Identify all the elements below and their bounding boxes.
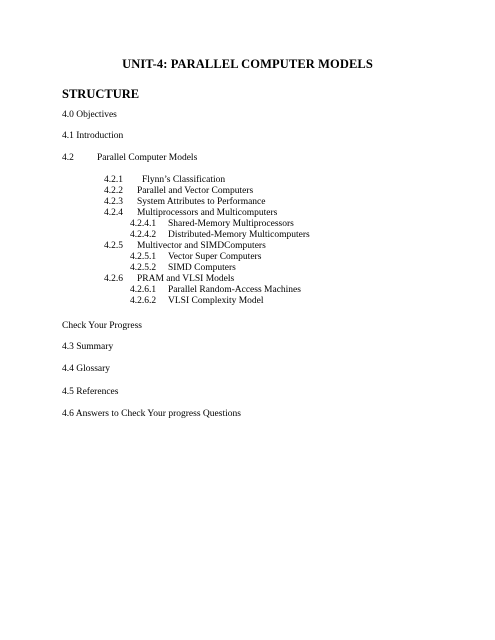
structure-heading: STRUCTURE: [62, 87, 140, 101]
toc-item-4-2-4: [104, 208, 277, 219]
toc-text: Multivector and SIMDComputers: [137, 241, 266, 251]
toc-text: Parallel and Vector Computers: [137, 186, 254, 196]
toc-number: 4.2.5.2: [130, 263, 157, 273]
toc-item-4-3: 4.3 Summary: [62, 342, 114, 352]
toc-number: 4.2.6.2: [130, 296, 157, 306]
toc-number: 4.2.3: [104, 197, 123, 207]
toc-item-4-0: 4.0 Objectives: [62, 110, 117, 120]
toc-number: 4.2.6.1: [130, 285, 157, 295]
toc-number: 4.2.4.1: [130, 219, 157, 229]
toc-item-4-4: 4.4 Glossary: [62, 364, 111, 374]
toc-item-4-2-1: [104, 175, 225, 186]
toc-number: 4.2.1: [104, 175, 123, 185]
toc-text: Vector Super Computers: [168, 252, 262, 262]
toc-text: Flynn’s Classification: [142, 175, 226, 185]
toc-text: PRAM and VLSI Models: [137, 274, 235, 284]
toc-number: 4.2.2: [104, 186, 123, 196]
toc-item-4-1: 4.1 Introduction: [62, 131, 124, 141]
toc-item-4-2-3: [104, 197, 266, 208]
toc-text: Parallel Random-Access Machines: [168, 285, 301, 295]
toc-text: Distributed-Memory Multicomputers: [168, 230, 310, 240]
toc-number: 4.2: [62, 153, 74, 163]
toc-number: 4.2.6: [104, 274, 123, 284]
toc-text: VLSI Complexity Model: [168, 296, 264, 306]
toc-text: Shared-Memory Multiprocessors: [168, 219, 294, 229]
toc-item-4-2-6: [104, 274, 234, 285]
toc-number: 4.2.4.2: [130, 230, 157, 240]
toc-text: Parallel Computer Models: [97, 153, 198, 163]
toc-item-4-6: 4.6 Answers to Check Your progress Questions: [62, 409, 241, 419]
toc-number: 4.2.5: [104, 241, 123, 251]
toc-item-4-2-6-1: [130, 285, 301, 296]
unit-title: UNIT-4: PARALLEL COMPUTER MODELS: [122, 57, 373, 71]
toc-text: System Attributes to Performance: [137, 197, 266, 207]
toc-item-4-2-5: [104, 241, 266, 252]
toc-text: SIMD Computers: [168, 263, 236, 273]
toc-item-4-2: [62, 153, 197, 164]
toc-item-check-progress: Check Your Progress: [62, 321, 142, 331]
toc-item-4-2-4-1: [130, 219, 294, 230]
toc-item-4-2-5-1: [130, 252, 261, 263]
toc-text: Multiprocessors and Multicomputers: [137, 208, 278, 218]
toc-item-4-5: 4.5 References: [62, 387, 119, 397]
toc-number: 4.2.5.1: [130, 252, 157, 262]
toc-number: 4.2.4: [104, 208, 123, 218]
toc-item-4-2-2: [104, 186, 253, 197]
toc-item-4-2-5-2: [130, 263, 236, 274]
toc-item-4-2-4-2: [130, 230, 310, 241]
toc-item-4-2-6-2: [130, 296, 264, 307]
